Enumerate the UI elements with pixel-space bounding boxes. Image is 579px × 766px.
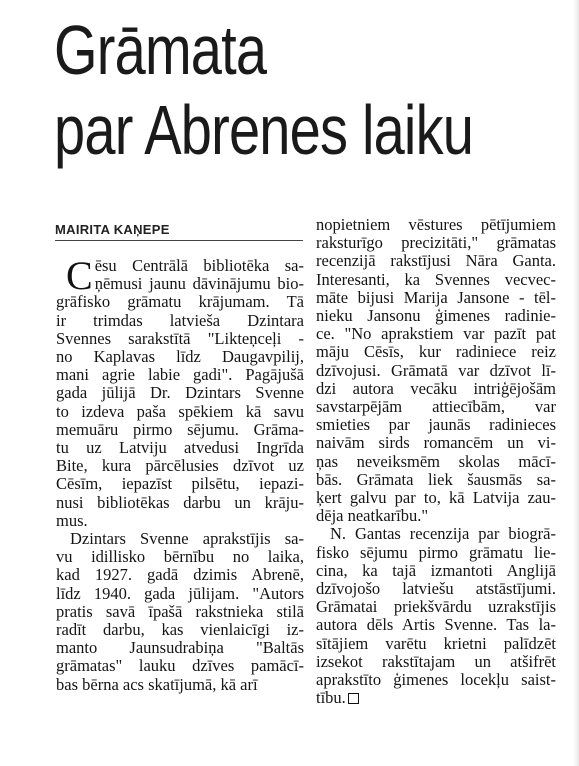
text-line: Svennes sarakstītā "Likteņceļi - (56, 328, 304, 348)
text-line: kad 1927. gadā dzimis Abrenē, (56, 565, 304, 585)
text-line: grāfisko grāmatu krājumam. Tā (56, 292, 304, 312)
text-line: smieties par jaunās radinieces (316, 415, 556, 435)
text-line: bas bērna acs skatījumā, kā arī (56, 674, 258, 694)
byline-rule (55, 240, 303, 241)
text-line: gada jūlijā Dr. Dzintars Svenne (56, 383, 304, 403)
author-byline: MAIRITA KAŅEPE (55, 222, 170, 237)
text-line: dēja neatkarību." (316, 506, 429, 526)
text-line: Bite, kura pārcēlusies dzīvot uz (56, 456, 304, 476)
text-line: līdz 1940. gada jūlijam. "Autors (56, 583, 304, 603)
text-line: aprakstīto ģimenes locekļu saist- (316, 670, 556, 690)
headline-line-1: Grāmata (54, 11, 267, 89)
text-line: ņas neveiksmēm skolas mācī- (316, 451, 556, 471)
text-line: nieku Jansonu ģimenes radinie- (316, 306, 556, 326)
text-line: māju Cēsīs, kur radiniece reiz (316, 342, 556, 362)
scan-edge (573, 0, 579, 766)
text-line: ķert galvu par to, kā Latvija zau- (316, 488, 556, 508)
text-line: vu idillisko bērnību no laika, (56, 547, 304, 567)
article-column-1 (56, 253, 304, 694)
text-line: nusi bibliotēkas darbu un krāju- (56, 492, 304, 512)
text-line: naivām sirds romancēm un vi- (316, 433, 556, 453)
text-line: ēsu Centrālā bibliotēka sa- (94, 256, 304, 275)
text-line: Dzintars Svenne aprakstījis sa- (70, 529, 304, 549)
text-line: nopietniem vēstures pētījumiem (316, 215, 556, 234)
text-line: dzīvojusi. Grāmatā var dzīvot lī- (316, 360, 556, 380)
column-1-body (56, 293, 304, 693)
column-2-body (316, 216, 556, 707)
text-line: dzi autora vecāku intriģējošām (316, 378, 556, 398)
text-line: ce. "No aprakstiem var pazīt pat (316, 324, 556, 344)
text-line: Cēsīm, iepazīst pilsētu, iepazi- (56, 474, 304, 494)
article-column-2 (316, 216, 556, 707)
text-line: Grāmatai priekšvārdu uzrakstījis (316, 597, 556, 617)
text-line: to izdeva paša spēkiem kā savu (56, 401, 304, 421)
text-line: sītājiem varētu krietni palīdzēt (316, 633, 556, 653)
text-line: Interesanti, ka Svennes vecvec- (316, 269, 556, 289)
text-line: ir trimdas latvieša Dzintara (56, 310, 304, 330)
text-line: memuāru pirmo sējumu. Grāma- (56, 419, 304, 439)
text-line: bās. Grāmata liek šausmās sa- (316, 469, 556, 489)
text-line: no Kaplavas līdz Daugavpilij, (56, 347, 304, 367)
headline-line-2: par Abrenes laiku (54, 91, 474, 169)
drop-cap: C (66, 253, 93, 298)
text-line: tu uz Latviju atvedusi Ingrīda (56, 438, 304, 458)
text-line: autora dēls Artis Svenne. Tas la- (316, 615, 556, 635)
text-line: māte bijusi Marija Jansone - tēl- (316, 287, 556, 307)
text-line: savstarpējām attiecībām, var (316, 397, 556, 417)
text-line: tību. (316, 689, 556, 707)
text-line: pratis savā īpašā rakstnieka stilā (56, 601, 304, 621)
text-line: ņēmusi jaunu dāvinājumu bio- (94, 274, 304, 294)
text-line: grāmatas" lauku dzīves pamācī- (56, 656, 304, 676)
text-line: mani agrie labie gadi". Pagājušā (56, 365, 304, 385)
text-line: izsekot rakstītajam un atšifrēt (316, 651, 556, 671)
end-of-article-mark (348, 693, 359, 704)
text-line: mus. (56, 510, 88, 530)
article-headline (54, 10, 473, 170)
text-line: dzīvojošo latviešu atstāstījumi. (316, 579, 556, 599)
text-line: manto Jaunsudrabiņa "Baltās (56, 638, 304, 658)
text-line: fisko sējumu pirmo grāmatu lie- (316, 542, 556, 562)
text-line: cina, ka tajā izmantoti Anglijā (316, 560, 556, 580)
text-line: raksturīgo precizitāti," grāmatas (316, 233, 556, 253)
text-line: N. Gantas recenzija par biogrā- (330, 524, 556, 544)
text-line: recenzijā rakstījusi Nāra Ganta. (316, 251, 556, 271)
text-line: radīt darbu, kas vienlaicīgi iz- (56, 620, 304, 640)
